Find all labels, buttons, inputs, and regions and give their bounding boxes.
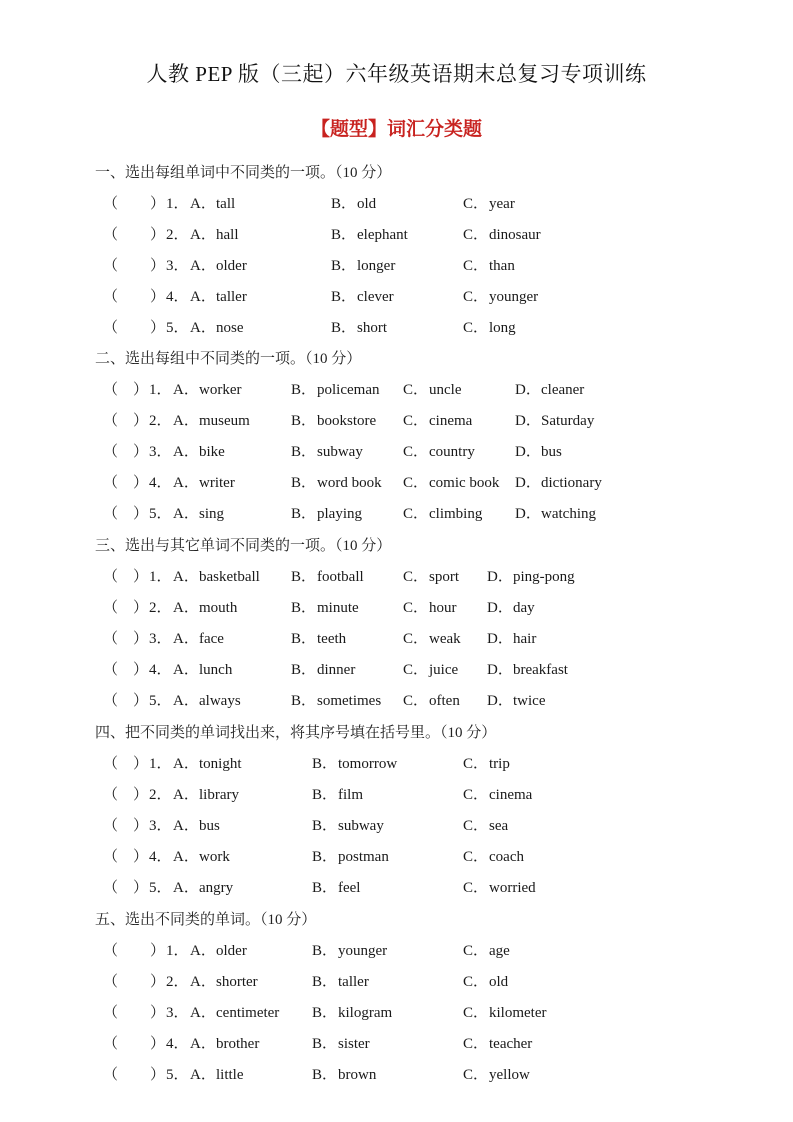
option-word: comic book bbox=[429, 475, 500, 491]
option-label: C． bbox=[463, 258, 489, 274]
option-label: B． bbox=[312, 880, 338, 896]
answer-blank-open-paren[interactable]: （ bbox=[103, 787, 119, 803]
option-word: mouth bbox=[199, 600, 238, 616]
question-number: 5． bbox=[149, 506, 172, 522]
option-word: trip bbox=[489, 756, 510, 772]
option-word: postman bbox=[338, 849, 389, 865]
option-label: A． bbox=[173, 444, 199, 460]
section-4 bbox=[95, 723, 735, 909]
option-word: lunch bbox=[199, 662, 233, 678]
option-label: A． bbox=[173, 662, 199, 678]
option-word: nose bbox=[216, 320, 244, 336]
option-word: cleaner bbox=[541, 382, 585, 398]
answer-blank-close-paren: ） bbox=[150, 1067, 166, 1083]
option-label: B． bbox=[312, 943, 338, 959]
question-number: 4． bbox=[149, 475, 172, 491]
option-word: film bbox=[338, 787, 363, 803]
question-number: 2． bbox=[149, 600, 172, 616]
option-label: C． bbox=[403, 631, 429, 647]
question-row bbox=[95, 442, 735, 473]
section-3 bbox=[95, 536, 735, 722]
option-label: B． bbox=[291, 569, 317, 585]
option-label: D． bbox=[487, 693, 513, 709]
option-label: C． bbox=[403, 413, 429, 429]
option-word: bus bbox=[199, 818, 220, 834]
option-label: D． bbox=[515, 382, 541, 398]
option-word: older bbox=[216, 943, 247, 959]
answer-blank-close-paren: ） bbox=[133, 662, 149, 678]
option-label: C． bbox=[403, 600, 429, 616]
option-word: Saturday bbox=[541, 413, 595, 429]
answer-blank-close-paren: ） bbox=[150, 258, 166, 274]
option-label: B． bbox=[331, 320, 357, 336]
option-word: bike bbox=[199, 444, 225, 460]
answer-blank-open-paren[interactable]: （ bbox=[103, 943, 119, 959]
option-word: cinema bbox=[489, 787, 533, 803]
option-label: B． bbox=[312, 1067, 338, 1083]
question-row bbox=[95, 1034, 735, 1065]
answer-blank-open-paren[interactable]: （ bbox=[103, 320, 119, 336]
option-label: D． bbox=[487, 631, 513, 647]
question-row bbox=[95, 287, 735, 318]
option-word: brown bbox=[338, 1067, 377, 1083]
option-word: subway bbox=[338, 818, 384, 834]
option-label: A． bbox=[190, 1067, 216, 1083]
option-label: B． bbox=[291, 631, 317, 647]
option-word: face bbox=[199, 631, 224, 647]
option-label: B． bbox=[331, 227, 357, 243]
option-label: C． bbox=[463, 943, 489, 959]
question-number: 1． bbox=[149, 569, 172, 585]
answer-blank-open-paren[interactable]: （ bbox=[103, 258, 119, 274]
question-type-subtitle: 【题型】词汇分类题 bbox=[310, 118, 482, 140]
answer-blank-close-paren: ） bbox=[150, 227, 166, 243]
option-label: B． bbox=[331, 258, 357, 274]
option-label: A． bbox=[190, 943, 216, 959]
answer-blank-close-paren: ） bbox=[133, 693, 149, 709]
option-label: B． bbox=[312, 756, 338, 772]
option-word: kilometer bbox=[489, 1005, 547, 1021]
answer-blank-open-paren[interactable]: （ bbox=[103, 880, 119, 896]
option-label: A． bbox=[190, 289, 216, 305]
section-5 bbox=[95, 910, 735, 1096]
question-number: 3． bbox=[166, 258, 189, 274]
question-number: 5． bbox=[166, 320, 189, 336]
option-word: breakfast bbox=[513, 662, 568, 678]
option-word: dinner bbox=[317, 662, 356, 678]
answer-blank-open-paren[interactable]: （ bbox=[103, 289, 119, 305]
option-label: B． bbox=[291, 600, 317, 616]
option-label: D． bbox=[515, 413, 541, 429]
option-word: playing bbox=[317, 506, 362, 522]
option-label: D． bbox=[515, 444, 541, 460]
option-label: C． bbox=[463, 227, 489, 243]
option-label: B． bbox=[331, 196, 357, 212]
section-heading: 五、选出不同类的单词。（10 分） bbox=[95, 912, 317, 928]
option-label: C． bbox=[463, 818, 489, 834]
option-label: D． bbox=[487, 662, 513, 678]
option-label: A． bbox=[173, 569, 199, 585]
answer-blank-close-paren: ） bbox=[133, 787, 149, 803]
option-word: juice bbox=[429, 662, 459, 678]
option-word: year bbox=[489, 196, 515, 212]
question-row bbox=[95, 847, 735, 878]
option-label: B． bbox=[312, 818, 338, 834]
option-label: C． bbox=[463, 974, 489, 990]
option-word: hall bbox=[216, 227, 239, 243]
option-word: weak bbox=[429, 631, 461, 647]
option-word: sea bbox=[489, 818, 509, 834]
question-number: 2． bbox=[166, 974, 189, 990]
option-word: little bbox=[216, 1067, 244, 1083]
option-word: twice bbox=[513, 693, 546, 709]
option-label: B． bbox=[291, 662, 317, 678]
answer-blank-close-paren: ） bbox=[150, 974, 166, 990]
answer-blank-open-paren[interactable]: （ bbox=[103, 818, 119, 834]
option-word: museum bbox=[199, 413, 250, 429]
option-label: C． bbox=[463, 756, 489, 772]
option-word: day bbox=[513, 600, 535, 616]
option-word: cinema bbox=[429, 413, 473, 429]
answer-blank-close-paren: ） bbox=[133, 569, 149, 585]
option-label: A． bbox=[173, 413, 199, 429]
option-label: C． bbox=[463, 787, 489, 803]
question-number: 4． bbox=[166, 1036, 189, 1052]
option-word: worried bbox=[489, 880, 536, 896]
option-label: C． bbox=[463, 1036, 489, 1052]
answer-blank-open-paren[interactable]: （ bbox=[103, 756, 119, 772]
question-number: 4． bbox=[149, 849, 172, 865]
question-row bbox=[95, 1065, 735, 1096]
answer-blank-open-paren[interactable]: （ bbox=[103, 569, 119, 585]
option-word: tonight bbox=[199, 756, 242, 772]
question-row bbox=[95, 504, 735, 535]
question-row bbox=[95, 972, 735, 1003]
question-row bbox=[95, 256, 735, 287]
option-label: A． bbox=[173, 849, 199, 865]
option-label: D． bbox=[515, 475, 541, 491]
option-label: C． bbox=[463, 849, 489, 865]
option-word: library bbox=[199, 787, 239, 803]
answer-blank-close-paren: ） bbox=[133, 506, 149, 522]
option-word: taller bbox=[216, 289, 247, 305]
answer-blank-open-paren[interactable]: （ bbox=[103, 1005, 119, 1021]
answer-blank-open-paren[interactable]: （ bbox=[103, 227, 119, 243]
option-word: tomorrow bbox=[338, 756, 398, 772]
question-row bbox=[95, 785, 735, 816]
option-word: teeth bbox=[317, 631, 347, 647]
option-label: C． bbox=[403, 475, 429, 491]
answer-blank-close-paren: ） bbox=[133, 444, 149, 460]
option-label: C． bbox=[463, 880, 489, 896]
section-heading: 一、选出每组单词中不同类的一项。（10 分） bbox=[95, 165, 392, 181]
answer-blank-open-paren[interactable]: （ bbox=[103, 600, 119, 616]
answer-blank-close-paren: ） bbox=[133, 880, 149, 896]
option-label: B． bbox=[312, 787, 338, 803]
option-word: country bbox=[429, 444, 475, 460]
option-word: elephant bbox=[357, 227, 408, 243]
option-word: age bbox=[489, 943, 510, 959]
question-number: 3． bbox=[149, 818, 172, 834]
question-row bbox=[95, 598, 735, 629]
option-label: C． bbox=[403, 382, 429, 398]
option-word: tall bbox=[216, 196, 236, 212]
answer-blank-close-paren: ） bbox=[133, 631, 149, 647]
question-row bbox=[95, 473, 735, 504]
option-word: hair bbox=[513, 631, 537, 647]
option-label: A． bbox=[190, 258, 216, 274]
question-row bbox=[95, 194, 735, 225]
option-label: A． bbox=[173, 756, 199, 772]
page-title: 人教 PEP 版（三起）六年级英语期末总复习专项训练 bbox=[146, 62, 647, 86]
option-word: watching bbox=[541, 506, 596, 522]
option-word: yellow bbox=[489, 1067, 530, 1083]
question-number: 1． bbox=[166, 943, 189, 959]
option-word: minute bbox=[317, 600, 359, 616]
option-word: sometimes bbox=[317, 693, 382, 709]
option-word: longer bbox=[357, 258, 396, 274]
question-number: 3． bbox=[149, 444, 172, 460]
option-label: C． bbox=[463, 320, 489, 336]
option-label: B． bbox=[291, 382, 317, 398]
option-word: subway bbox=[317, 444, 363, 460]
option-label: B． bbox=[291, 444, 317, 460]
question-number: 2． bbox=[149, 787, 172, 803]
answer-blank-open-paren[interactable]: （ bbox=[103, 974, 119, 990]
option-label: B． bbox=[291, 413, 317, 429]
option-label: B． bbox=[291, 475, 317, 491]
option-word: bookstore bbox=[317, 413, 377, 429]
question-number: 2． bbox=[166, 227, 189, 243]
option-label: B． bbox=[312, 849, 338, 865]
option-word: short bbox=[357, 320, 387, 336]
option-word: hour bbox=[429, 600, 457, 616]
answer-blank-close-paren: ） bbox=[150, 196, 166, 212]
option-label: B． bbox=[312, 1005, 338, 1021]
option-word: brother bbox=[216, 1036, 260, 1052]
answer-blank-close-paren: ） bbox=[150, 1005, 166, 1021]
option-word: teacher bbox=[489, 1036, 533, 1052]
option-label: A． bbox=[173, 787, 199, 803]
option-label: A． bbox=[190, 1005, 216, 1021]
option-word: word book bbox=[317, 475, 382, 491]
question-number: 5． bbox=[166, 1067, 189, 1083]
option-label: A． bbox=[190, 227, 216, 243]
answer-blank-open-paren[interactable]: （ bbox=[103, 662, 119, 678]
option-word: coach bbox=[489, 849, 524, 865]
option-word: work bbox=[199, 849, 230, 865]
answer-blank-close-paren: ） bbox=[133, 475, 149, 491]
question-row bbox=[95, 691, 735, 722]
answer-blank-close-paren: ） bbox=[133, 756, 149, 772]
option-label: C． bbox=[463, 1005, 489, 1021]
answer-blank-open-paren[interactable]: （ bbox=[103, 506, 119, 522]
option-label: A． bbox=[173, 880, 199, 896]
question-number: 5． bbox=[149, 880, 172, 896]
option-label: A． bbox=[190, 1036, 216, 1052]
answer-blank-close-paren: ） bbox=[150, 320, 166, 336]
option-word: taller bbox=[338, 974, 369, 990]
option-word: shorter bbox=[216, 974, 258, 990]
answer-blank-open-paren[interactable]: （ bbox=[103, 382, 119, 398]
option-word: basketball bbox=[199, 569, 260, 585]
answer-blank-close-paren: ） bbox=[133, 849, 149, 865]
option-word: younger bbox=[338, 943, 388, 959]
answer-blank-close-paren: ） bbox=[150, 1036, 166, 1052]
option-label: C． bbox=[463, 196, 489, 212]
option-label: B． bbox=[312, 1036, 338, 1052]
option-label: A． bbox=[190, 320, 216, 336]
question-number: 5． bbox=[149, 693, 172, 709]
question-row bbox=[95, 411, 735, 442]
question-row bbox=[95, 380, 735, 411]
question-number: 1． bbox=[149, 382, 172, 398]
option-word: old bbox=[489, 974, 509, 990]
option-label: B． bbox=[312, 974, 338, 990]
answer-blank-open-paren[interactable]: （ bbox=[103, 475, 119, 491]
option-word: ping-pong bbox=[513, 569, 575, 585]
question-row bbox=[95, 318, 735, 349]
answer-blank-open-paren[interactable]: （ bbox=[103, 1067, 119, 1083]
option-word: climbing bbox=[429, 506, 483, 522]
answer-blank-open-paren[interactable]: （ bbox=[103, 413, 119, 429]
option-label: D． bbox=[487, 600, 513, 616]
option-word: old bbox=[357, 196, 377, 212]
question-row bbox=[95, 816, 735, 847]
option-word: sport bbox=[429, 569, 459, 585]
option-label: D． bbox=[515, 506, 541, 522]
answer-blank-open-paren[interactable]: （ bbox=[103, 631, 119, 647]
section-heading: 四、把不同类的单词找出来，将其序号填在括号里。（10 分） bbox=[95, 725, 497, 741]
option-label: B． bbox=[331, 289, 357, 305]
answer-blank-close-paren: ） bbox=[133, 818, 149, 834]
answer-blank-close-paren: ） bbox=[133, 600, 149, 616]
question-row bbox=[95, 660, 735, 691]
question-row bbox=[95, 225, 735, 256]
option-label: A． bbox=[173, 693, 199, 709]
option-word: sister bbox=[338, 1036, 370, 1052]
question-number: 1． bbox=[166, 196, 189, 212]
option-word: often bbox=[429, 693, 460, 709]
question-row bbox=[95, 878, 735, 909]
option-label: A． bbox=[173, 631, 199, 647]
option-word: writer bbox=[199, 475, 235, 491]
section-heading: 二、选出每组中不同类的一项。（10 分） bbox=[95, 351, 362, 367]
answer-blank-close-paren: ） bbox=[150, 289, 166, 305]
section-2 bbox=[95, 349, 735, 535]
option-word: clever bbox=[357, 289, 394, 305]
option-label: A． bbox=[173, 600, 199, 616]
option-label: B． bbox=[291, 506, 317, 522]
section-1 bbox=[95, 163, 735, 349]
question-row bbox=[95, 941, 735, 972]
option-label: C． bbox=[403, 693, 429, 709]
option-word: older bbox=[216, 258, 247, 274]
option-label: C． bbox=[403, 506, 429, 522]
option-label: A． bbox=[173, 506, 199, 522]
option-word: football bbox=[317, 569, 364, 585]
option-word: kilogram bbox=[338, 1005, 393, 1021]
question-row bbox=[95, 1003, 735, 1034]
option-word: policeman bbox=[317, 382, 380, 398]
option-label: D． bbox=[487, 569, 513, 585]
option-word: dictionary bbox=[541, 475, 602, 491]
section-heading: 三、选出与其它单词不同类的一项。（10 分） bbox=[95, 538, 392, 554]
option-word: worker bbox=[199, 382, 242, 398]
option-label: C． bbox=[403, 569, 429, 585]
option-word: dinosaur bbox=[489, 227, 541, 243]
option-word: younger bbox=[489, 289, 539, 305]
option-label: C． bbox=[403, 444, 429, 460]
question-number: 3． bbox=[149, 631, 172, 647]
option-word: angry bbox=[199, 880, 234, 896]
option-label: C． bbox=[403, 662, 429, 678]
option-word: than bbox=[489, 258, 515, 274]
option-word: feel bbox=[338, 880, 361, 896]
question-number: 4． bbox=[166, 289, 189, 305]
question-number: 4． bbox=[149, 662, 172, 678]
option-label: B． bbox=[291, 693, 317, 709]
question-row bbox=[95, 629, 735, 660]
answer-blank-open-paren[interactable]: （ bbox=[103, 444, 119, 460]
option-label: C． bbox=[463, 289, 489, 305]
option-label: A． bbox=[173, 818, 199, 834]
option-word: always bbox=[199, 693, 241, 709]
question-number: 3． bbox=[166, 1005, 189, 1021]
answer-blank-open-paren[interactable]: （ bbox=[103, 1036, 119, 1052]
option-word: centimeter bbox=[216, 1005, 280, 1021]
answer-blank-close-paren: ） bbox=[150, 943, 166, 959]
option-label: A． bbox=[173, 475, 199, 491]
option-word: sing bbox=[199, 506, 225, 522]
answer-blank-close-paren: ） bbox=[133, 382, 149, 398]
option-label: A． bbox=[173, 382, 199, 398]
option-label: A． bbox=[190, 196, 216, 212]
question-number: 2． bbox=[149, 413, 172, 429]
option-label: C． bbox=[463, 1067, 489, 1083]
answer-blank-open-paren[interactable]: （ bbox=[103, 196, 119, 212]
answer-blank-open-paren[interactable]: （ bbox=[103, 849, 119, 865]
question-row bbox=[95, 754, 735, 785]
answer-blank-open-paren[interactable]: （ bbox=[103, 693, 119, 709]
option-word: long bbox=[489, 320, 516, 336]
option-label: A． bbox=[190, 974, 216, 990]
question-number: 1． bbox=[149, 756, 172, 772]
option-word: bus bbox=[541, 444, 562, 460]
question-row bbox=[95, 567, 735, 598]
option-word: uncle bbox=[429, 382, 462, 398]
answer-blank-close-paren: ） bbox=[133, 413, 149, 429]
